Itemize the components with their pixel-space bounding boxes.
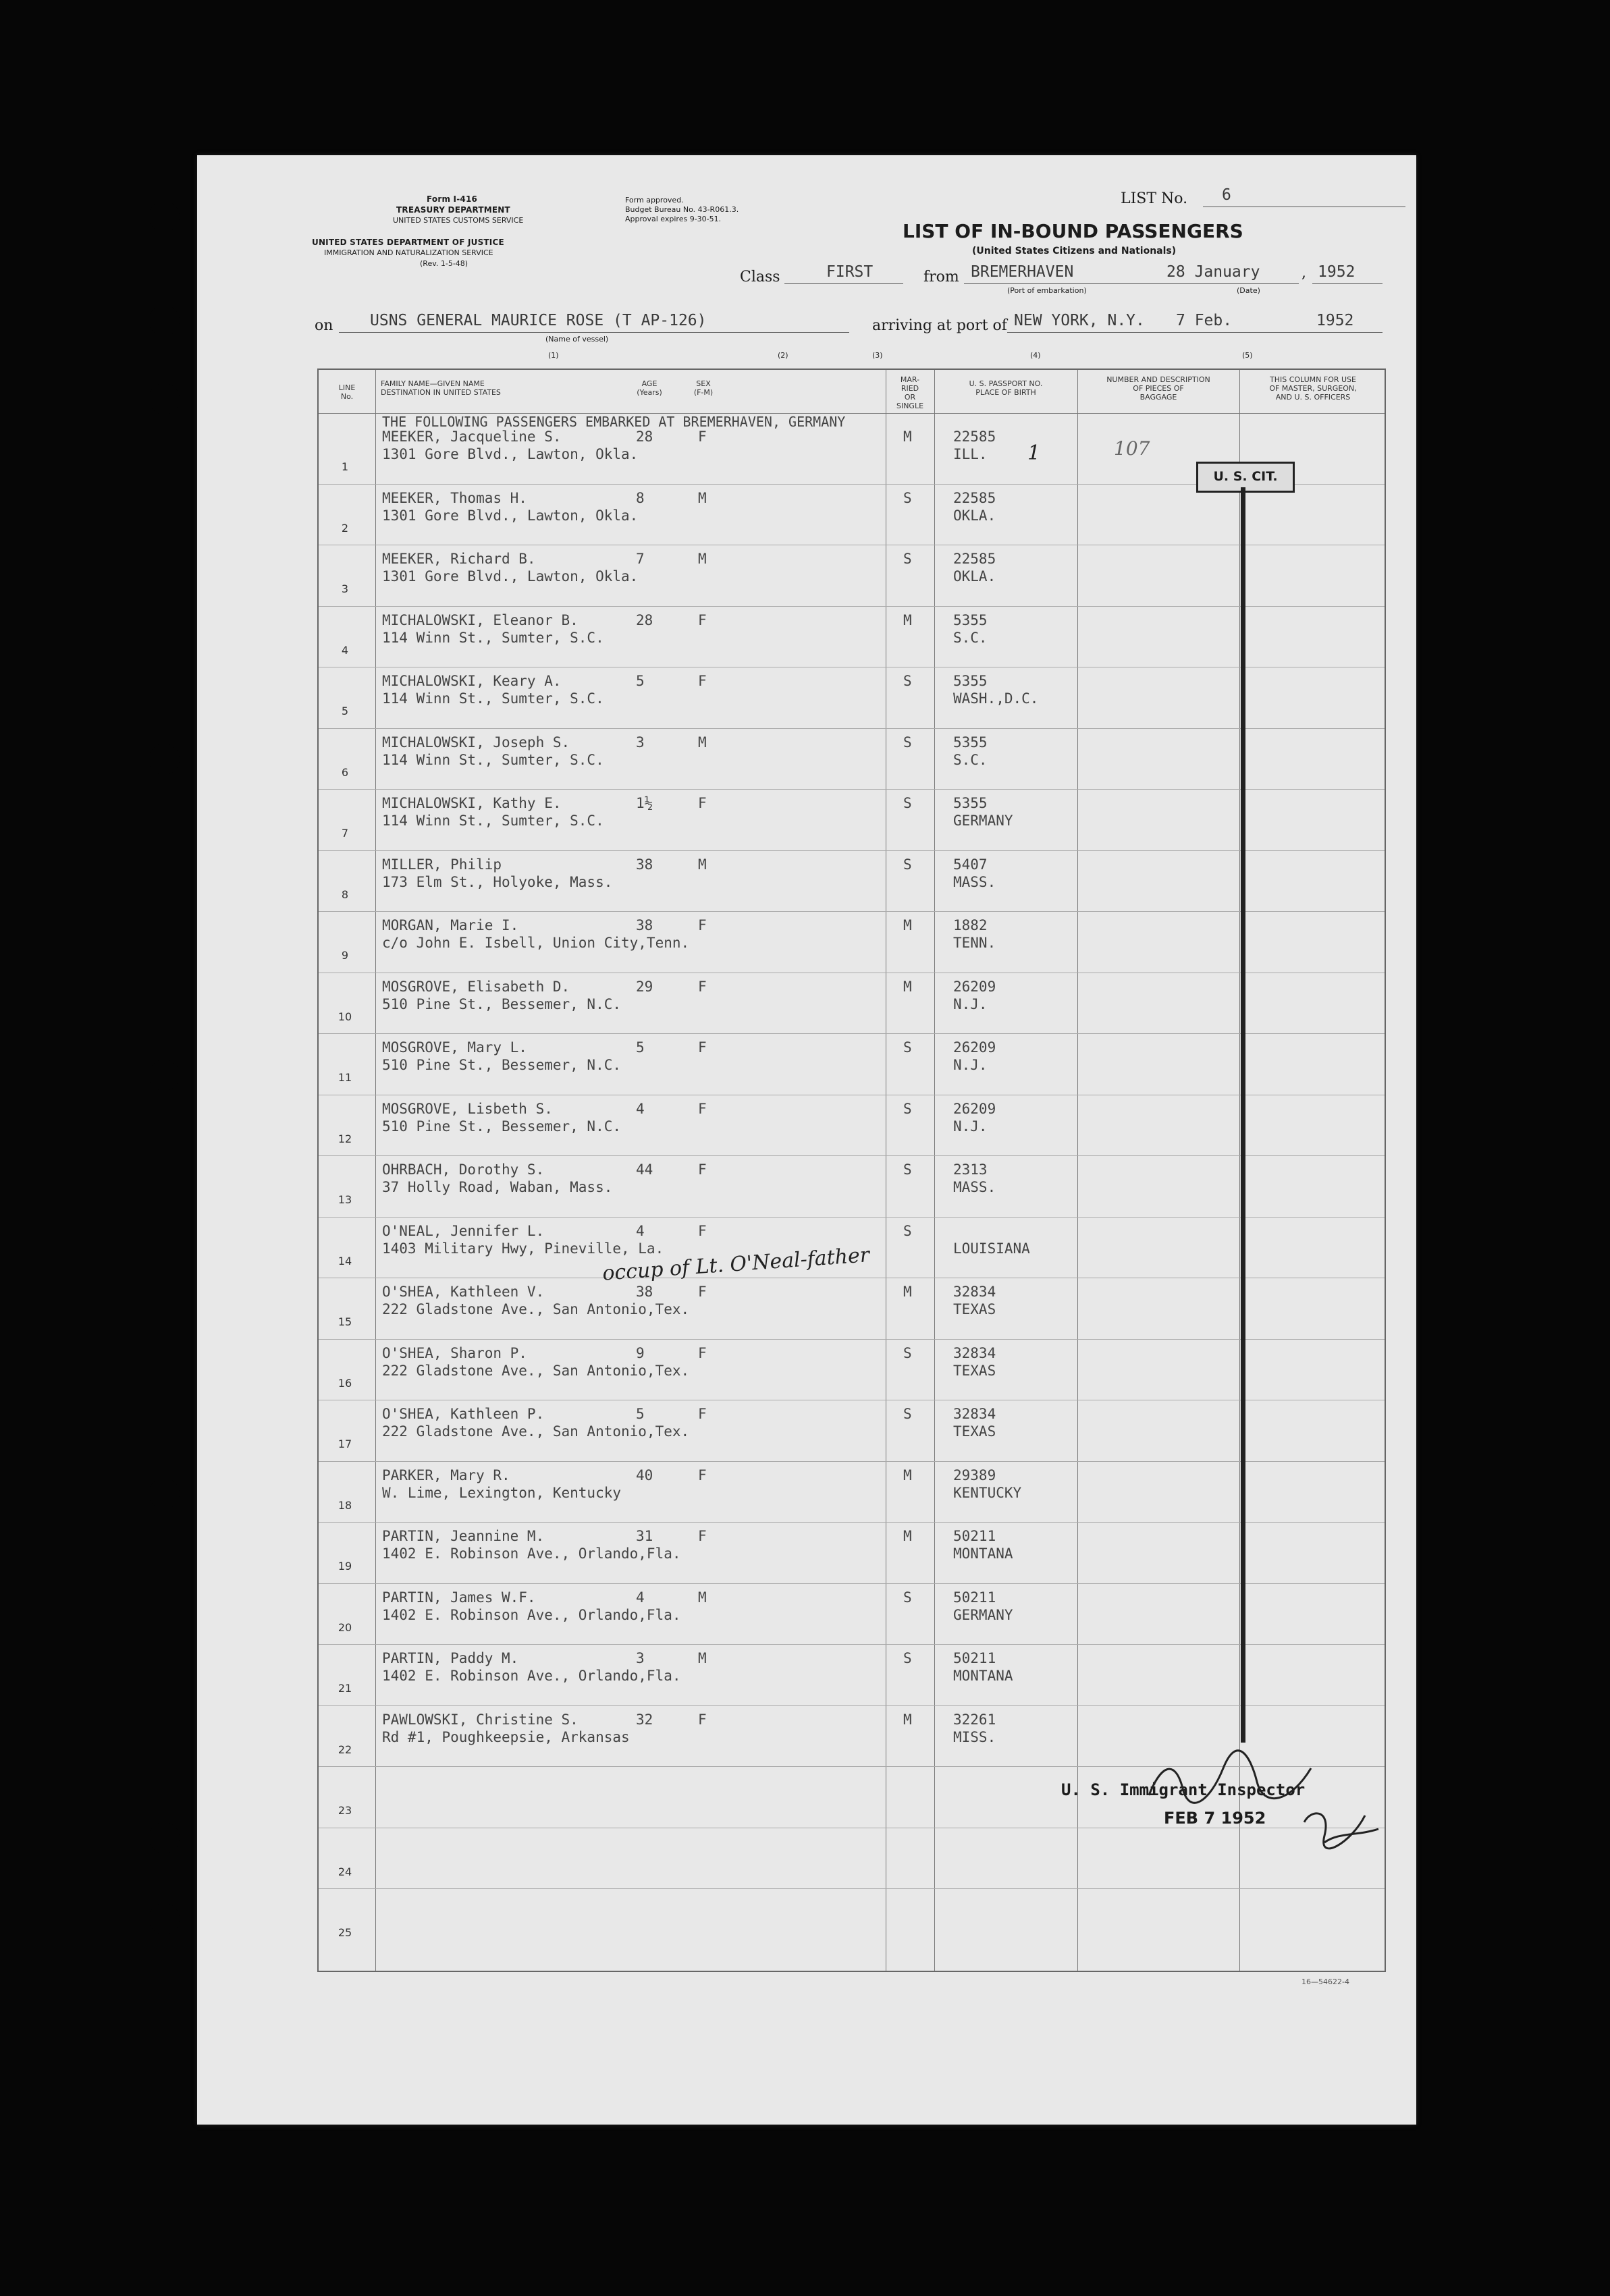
passenger-age: 4: [636, 1100, 645, 1117]
line-number: 10: [338, 1010, 352, 1023]
marital-status: M: [903, 917, 912, 933]
revision: (Rev. 1-5-48): [420, 259, 468, 268]
passenger-name: PARKER, Mary R.: [382, 1467, 510, 1483]
embarkation-note: THE FOLLOWING PASSENGERS EMBARKED AT BREMERHAVEN, GERMANY: [382, 414, 846, 430]
passenger-name: OHRBACH, Dorothy S.: [382, 1161, 545, 1178]
passenger-sex: F: [698, 1528, 707, 1544]
marital-status: S: [903, 1039, 912, 1056]
line-number: 2: [341, 521, 349, 535]
line-number: 6: [341, 765, 349, 779]
line-number: 7: [341, 827, 349, 840]
passport-number: 22585: [953, 429, 996, 445]
arrival-date: 7 Feb.: [1176, 312, 1233, 329]
passport-number: 22585: [953, 489, 996, 506]
passenger-sex: F: [698, 795, 707, 811]
line-number: 8: [341, 887, 349, 901]
binder-hole: [149, 1478, 180, 1509]
header-age: AGE (Years): [637, 379, 662, 397]
passenger-sex: F: [698, 917, 707, 933]
passenger-table: [317, 368, 1386, 1972]
passenger-age: 38: [636, 917, 653, 933]
line-number: 16: [338, 1376, 352, 1390]
line-number: 15: [338, 1315, 352, 1328]
passenger-address: 114 Winn St., Sumter, S.C.: [382, 690, 604, 707]
place-of-birth: N.J.: [953, 995, 988, 1012]
list-number: 6: [1222, 186, 1231, 204]
place-of-birth: MONTANA: [953, 1668, 1013, 1684]
passenger-age: 8: [636, 489, 645, 506]
passenger-name: PARTIN, Jeannine M.: [382, 1528, 545, 1544]
passenger-address: 222 Gladstone Ave., San Antonio,Tex.: [382, 1362, 690, 1379]
row-divider: [319, 1461, 1385, 1462]
header-passport: U. S. PASSPORT NO. PLACE OF BIRTH: [969, 379, 1043, 397]
passenger-sex: F: [698, 1711, 707, 1728]
place-of-birth: TEXAS: [953, 1362, 996, 1379]
place-of-birth: TENN.: [953, 935, 996, 951]
arrival-port: NEW YORK, N.Y.: [1014, 312, 1145, 329]
place-of-birth: MISS.: [953, 1728, 996, 1745]
passenger-sex: F: [698, 673, 707, 689]
row-divider: [319, 1705, 1385, 1706]
treasury-dept: TREASURY DEPARTMENT: [396, 205, 510, 215]
passport-number: 26209: [953, 978, 996, 995]
list-number-field: [1203, 188, 1405, 207]
passenger-name: O'SHEA, Kathleen V.: [382, 1284, 545, 1300]
customs-service: UNITED STATES CUSTOMS SERVICE: [393, 216, 524, 225]
marital-status: S: [903, 1406, 912, 1422]
passenger-age: 38: [636, 856, 653, 873]
vessel-caption: (Name of vessel): [545, 335, 609, 344]
passenger-age: 32: [636, 1711, 653, 1728]
line-number: 3: [341, 582, 349, 595]
passport-number: 5355: [953, 673, 988, 689]
passport-number: 32834: [953, 1344, 996, 1361]
port-caption: (Port of embarkation): [1007, 286, 1087, 295]
passport-number: 2313: [953, 1161, 988, 1178]
place-of-birth: N.J.: [953, 1118, 988, 1135]
passport-number: 50211: [953, 1589, 996, 1606]
passenger-name: MOSGROVE, Elisabeth D.: [382, 978, 570, 995]
vessel-name: USNS GENERAL MAURICE ROSE (T AP-126): [370, 312, 707, 329]
passenger-age: 29: [636, 978, 653, 995]
place-of-birth: GERMANY: [953, 1606, 1013, 1623]
passenger-name: PARTIN, Paddy M.: [382, 1650, 519, 1666]
passenger-address: 510 Pine St., Bessemer, N.C.: [382, 995, 622, 1012]
passenger-age: 5: [636, 1406, 645, 1422]
col-num-2: (2): [778, 351, 788, 360]
row-divider: [319, 911, 1385, 912]
passenger-sex: M: [698, 734, 707, 750]
marital-status: M: [903, 978, 912, 995]
arriving-label: arriving at port of: [872, 317, 1007, 334]
passport-number: 1882: [953, 917, 988, 933]
col-num-5: (5): [1242, 351, 1253, 360]
port-of-embarkation: BREMERHAVEN: [971, 263, 1074, 281]
passenger-age: 7: [636, 551, 645, 567]
passport-number: 26209: [953, 1039, 996, 1056]
line-number: 20: [338, 1620, 352, 1634]
passenger-name: MEEKER, Thomas H.: [382, 489, 527, 506]
col-num-1: (1): [548, 351, 559, 360]
marital-status: S: [903, 1589, 912, 1606]
row-divider: [319, 1644, 1385, 1645]
justice-dept: UNITED STATES DEPARTMENT OF JUSTICE: [312, 238, 504, 247]
passenger-sex: F: [698, 1344, 707, 1361]
passenger-name: MILLER, Philip: [382, 856, 502, 873]
binder-hole: [149, 305, 180, 336]
header-line-no: LINE No.: [338, 383, 356, 401]
passenger-name: MICHALOWSKI, Keary A.: [382, 673, 562, 689]
row-divider: [319, 728, 1385, 729]
inspector-stamp: U. S. Immigrant Inspector: [1061, 1780, 1306, 1799]
page-title: LIST OF IN-BOUND PASSENGERS: [903, 220, 1243, 242]
passenger-sex: F: [698, 1222, 707, 1239]
passenger-address: 37 Holly Road, Waban, Mass.: [382, 1179, 613, 1195]
passport-number: 50211: [953, 1528, 996, 1544]
passport-number: 50211: [953, 1650, 996, 1666]
marital-status: S: [903, 1100, 912, 1117]
passenger-address: W. Lime, Lexington, Kentucky: [382, 1484, 622, 1501]
passenger-age: 5: [636, 1039, 645, 1056]
line-number: 13: [338, 1193, 352, 1206]
passenger-sex: F: [698, 1467, 707, 1483]
line-number: 11: [338, 1071, 352, 1084]
on-label: on: [315, 317, 333, 334]
binder-hole: [149, 1903, 180, 1934]
from-label: from: [923, 269, 959, 285]
approval-expiry: Approval expires 9-30-51.: [625, 215, 722, 223]
departure-date-field: [1166, 263, 1299, 283]
row-divider: [319, 789, 1385, 790]
passenger-age: 3: [636, 1650, 645, 1666]
place-of-birth: OKLA.: [953, 568, 996, 584]
departure-year: 1952: [1318, 263, 1356, 281]
row-divider: [319, 1888, 1385, 1889]
form-approved: Form approved.: [625, 196, 684, 204]
line-number: 12: [338, 1132, 352, 1145]
passenger-age: 4: [636, 1222, 645, 1239]
passenger-sex: F: [698, 978, 707, 995]
passenger-sex: M: [698, 489, 707, 506]
passport-number: 32261: [953, 1711, 996, 1728]
inspector-signature: [1135, 1741, 1392, 1856]
place-of-birth: MASS.: [953, 1179, 996, 1195]
passport-number: 5355: [953, 795, 988, 811]
passport-number: 5355: [953, 734, 988, 750]
passport-number: 5355: [953, 611, 988, 628]
place-of-birth: LOUISIANA: [953, 1240, 1030, 1257]
row-divider: [319, 1339, 1385, 1340]
passenger-sex: F: [698, 1406, 707, 1422]
passenger-name: O'NEAL, Jennifer L.: [382, 1222, 545, 1239]
inspector-date: FEB 7 1952: [1164, 1809, 1266, 1828]
handwritten-annotation: occup of Lt. O'Neal-father: [601, 1243, 871, 1286]
place-of-birth: WASH.,D.C.: [953, 690, 1039, 707]
citizen-bracket-line: [1241, 487, 1245, 1743]
list-label: LIST No.: [1121, 190, 1188, 207]
header-name: FAMILY NAME—GIVEN NAME DESTINATION IN UNITED STATES: [381, 379, 501, 397]
place-of-birth: TEXAS: [953, 1301, 996, 1317]
vessel-field: [339, 312, 849, 333]
passenger-sex: M: [698, 1650, 707, 1666]
baggage-count: 107: [1114, 437, 1150, 460]
row-divider: [319, 1033, 1385, 1034]
passenger-age: 31: [636, 1528, 653, 1544]
line-number: 4: [341, 643, 349, 657]
line-number: 17: [338, 1438, 352, 1450]
passenger-age: 9: [636, 1344, 645, 1361]
arrival-year: 1952: [1316, 312, 1354, 329]
marital-status: M: [903, 1284, 912, 1300]
place-of-birth: N.J.: [953, 1057, 988, 1073]
col-num-4: (4): [1030, 351, 1041, 360]
passenger-name: MOSGROVE, Mary L.: [382, 1039, 527, 1056]
line-number: 19: [338, 1560, 352, 1573]
departure-date: 28 January: [1166, 263, 1260, 281]
marital-status: S: [903, 856, 912, 873]
header-sex: SEX (F-M): [693, 379, 714, 397]
passenger-sex: M: [698, 1589, 707, 1606]
passenger-address: 1301 Gore Blvd., Lawton, Okla.: [382, 507, 639, 524]
row-divider: [319, 1217, 1385, 1218]
line-number: 18: [338, 1498, 352, 1512]
passenger-address: 1402 E. Robinson Ave., Orlando,Fla.: [382, 1546, 681, 1562]
class-value: FIRST: [826, 263, 874, 281]
place-of-birth: S.C.: [953, 629, 988, 646]
row-divider: [319, 606, 1385, 607]
line-number: 14: [338, 1254, 352, 1267]
binder-hole: [149, 201, 180, 232]
passenger-age: 28: [636, 429, 653, 445]
departure-year-field: [1312, 263, 1383, 284]
passenger-age: 38: [636, 1284, 653, 1300]
place-of-birth: MONTANA: [953, 1546, 1013, 1562]
passenger-age: 5: [636, 673, 645, 689]
passenger-address: Rd #1, Poughkeepsie, Arkansas: [382, 1728, 630, 1745]
passenger-address: 1301 Gore Blvd., Lawton, Okla.: [382, 568, 639, 584]
row-divider: [319, 1522, 1385, 1523]
passenger-name: O'SHEA, Sharon P.: [382, 1344, 527, 1361]
binder-hole: [149, 1060, 180, 1091]
marital-status: M: [903, 1467, 912, 1483]
line-number: 24: [338, 1865, 352, 1878]
passenger-name: MICHALOWSKI, Kathy E.: [382, 795, 562, 811]
place-of-birth: KENTUCKY: [953, 1484, 1022, 1501]
page-subtitle: (United States Citizens and Nationals): [972, 246, 1177, 256]
header-married: MAR- RIED OR SINGLE: [896, 375, 924, 410]
place-of-birth: GERMANY: [953, 813, 1013, 829]
row-divider: [319, 850, 1385, 851]
marital-status: S: [903, 734, 912, 750]
line-number: 9: [341, 949, 349, 962]
marital-status: S: [903, 1222, 912, 1239]
passenger-age: 40: [636, 1467, 653, 1483]
passenger-name: PAWLOWSKI, Christine S.: [382, 1711, 579, 1728]
form-number: Form I-416: [427, 194, 478, 204]
marital-status: S: [903, 551, 912, 567]
passenger-name: MICHALOWSKI, Eleanor B.: [382, 611, 579, 628]
line-number: 5: [341, 705, 349, 717]
passenger-name: O'SHEA, Kathleen P.: [382, 1406, 545, 1422]
place-of-birth: OKLA.: [953, 507, 996, 524]
line-number: 22: [338, 1743, 352, 1756]
passenger-name: MEEKER, Jacqueline S.: [382, 429, 562, 445]
passenger-address: 1301 Gore Blvd., Lawton, Okla.: [382, 446, 639, 462]
passenger-address: 222 Gladstone Ave., San Antonio,Tex.: [382, 1423, 690, 1440]
us-citizen-stamp: U. S. CIT.: [1196, 462, 1295, 493]
passport-number: 22585: [953, 551, 996, 567]
place-of-birth: S.C.: [953, 751, 988, 768]
passenger-age: 1½: [636, 795, 653, 811]
line-number: 25: [338, 1926, 352, 1939]
col-num-3: (3): [872, 351, 883, 360]
passenger-name: MOSGROVE, Lisbeth S.: [382, 1100, 553, 1117]
line-number: 1: [341, 460, 349, 473]
passenger-sex: F: [698, 429, 707, 445]
passport-number: 29389: [953, 1467, 996, 1483]
passenger-address: 510 Pine St., Bessemer, N.C.: [382, 1057, 622, 1073]
passenger-address: 114 Winn St., Sumter, S.C.: [382, 629, 604, 646]
passenger-age: 44: [636, 1161, 653, 1178]
passenger-address: 114 Winn St., Sumter, S.C.: [382, 751, 604, 768]
row-divider: [319, 1155, 1385, 1156]
passenger-address: 222 Gladstone Ave., San Antonio,Tex.: [382, 1301, 690, 1317]
place-of-birth: MASS.: [953, 873, 996, 890]
passenger-sex: F: [698, 1284, 707, 1300]
passenger-name: PARTIN, James W.F.: [382, 1589, 536, 1606]
footer-code: 16—54622-4: [1302, 1977, 1349, 1986]
date-caption: (Date): [1237, 286, 1260, 295]
ins-service: IMMIGRATION AND NATURALIZATION SERVICE: [324, 248, 493, 257]
arrival-field: [1007, 312, 1383, 333]
marital-status: S: [903, 489, 912, 506]
line-number: 21: [338, 1682, 352, 1695]
marital-status: S: [903, 673, 912, 689]
class-label: Class: [740, 269, 780, 285]
passport-number: 5407: [953, 856, 988, 873]
passenger-address: 173 Elm St., Holyoke, Mass.: [382, 873, 613, 890]
marital-status: M: [903, 611, 912, 628]
marital-status: S: [903, 1161, 912, 1178]
passenger-sex: M: [698, 551, 707, 567]
baggage-mark: 1: [1027, 441, 1041, 465]
passenger-age: 28: [636, 611, 653, 628]
row-divider: [319, 1583, 1385, 1584]
header-officers: THIS COLUMN FOR USE OF MASTER, SURGEON, AND U. S. OFFICERS: [1269, 375, 1357, 402]
binder-hole: [149, 383, 180, 414]
passenger-age: 3: [636, 734, 645, 750]
passenger-address: 114 Winn St., Sumter, S.C.: [382, 813, 604, 829]
place-of-birth: TEXAS: [953, 1423, 996, 1440]
marital-status: S: [903, 795, 912, 811]
passenger-name: MORGAN, Marie I.: [382, 917, 519, 933]
passenger-address: 1402 E. Robinson Ave., Orlando,Fla.: [382, 1668, 681, 1684]
passenger-name: MICHALOWSKI, Joseph S.: [382, 734, 570, 750]
marital-status: S: [903, 1650, 912, 1666]
marital-status: M: [903, 1528, 912, 1544]
passenger-sex: M: [698, 856, 707, 873]
marital-status: M: [903, 1711, 912, 1728]
passport-number: 26209: [953, 1100, 996, 1117]
document-page: Form I-416 TREASURY DEPARTMENT UNITED STATES CUSTOMS SERVICE UNITED STATES DEPARTMENT OF JUSTICE IMMIGRATION AND NATURALIZATION SERVICE (Rev. 1-5-48) Form approved. Budget Bureau No. 43-R061.3. Approval expires 9-30-51. LIST No. 6 LIST OF IN-BOUND PASSENGERS (United States Citizens and Nationals) Class FIRST from BREMERHAVEN (Port of embarkation) 28 January , 1952 (Date) on USNS GENERAL MAURICE ROSE (T AP-126) (Name of vessel) arriving at port of NEW YORK, N.Y. 7 Feb. 1952 (1) (2) (3) (4) (5) LINE No. FAMILY NAME—GIVEN NAME DESTINATION IN UNITED STATES AGE (Years) SEX (F-M) MAR- RIED OR SINGLE U. S. PASSPORT NO. PLACE OF BIRTH NUMBER AND DESCRIPTION OF PIECES OF BAGGAGE THIS COLUMN FOR USE OF MASTER, SURGEON, AND U. S. OFFICERS THE FOLLOWING PASSENGERS EMBARKED AT BREMERHAVEN, GERMANY 1 MEEKER, Jacqueline S. 1301 Gore Blvd., Lawton, Okla. 28 F M 22585 ILL. 2 MEEKER, Thomas H. 1301 Gore Blvd., Lawton, Okla. 8 M S 22585 OKLA. 3 MEEKER, Richard B. 1301 Gore Blvd., Lawton, Okla. 7 M S 22585 OKLA. 4 MICHALOWSKI, Eleanor B. 114 Winn St., Sumter, S.C. 28 F M 5355 S.C. 5 MICHALOWSKI, Keary A. 114 Winn St., Sumter, S.C. 5 F S 5355 WASH.,D.C. 6 MICHALOWSKI, Joseph S. 114 Winn St., Sumter, S.C. 3 M S 5355 S.C. 7 MICHALOWSKI, Kathy E. 114 Winn St., Sumter, S.C. 1½ F S 5355 GERMANY 8 MILLER, Philip 173 Elm St., Holyoke, Mass. 38 M S 5407 MASS. 9 MORGAN, Marie I. c/o John E. Isbell, Union City,Tenn. 38 F M 1882 TENN. 10 MOSGROVE, Elisabeth D. 510 Pine St., Bessemer, N.C. 29 F M 26209 N.J. 11 MOSGROVE, Mary L. 510 Pine St., Bessemer, N.C. 5 F S 26209 N.J. 12 MOSGROVE, Lisbeth S. 510 Pine St., Bessemer, N.C. 4 F S 26209 N.J. 13 OHRBACH, Dorothy S. 37 Holly Road, Waban, Mass. 44 F S 2313 MASS. 14 O'NEAL, Jennifer L. 1403 Military Hwy, Pineville, La. 4 F S LOUISIANA 15 O'SHEA, Kathleen V. 222 Gladstone Ave., San Antonio,Tex. 38 F M 32834 TEXAS 16 O'SHEA, Sharon P. 222 Gladstone Ave., San Antonio,Tex. 9 F S 32834 TEXAS 17 O'SHEA, Kathleen P. 222 Gladstone Ave., San Antonio,Tex. 5 F S 32834 TEXAS 18 PARKER, Mary R. W. Lime, Lexington, Kentucky 40 F M 29389 KENTUCKY 19 PARTIN, Jeannine M. 1402 E. Robinson Ave., Orlando,Fla. 31 F M 50211 MONTANA 20 PARTIN, James W.F. 1402 E. Robinson Ave., Orlando,Fla. 4 M S 50211 GERMANY 21 PARTIN, Paddy M. 1402 E. Robinson Ave., Orlando,Fla. 3 M S 50211 MONTANA 22 PAWLOWSKI, Christine S. Rd #1, Poughkeepsie, Arkansas 32 F M 32261 MISS. 23 24 25 1 107 U. S. CIT. occup of Lt. O'Neal-father U. S. Immigrant Inspector FEB 7 1952 16—54622-4: [197, 155, 1416, 2125]
passenger-address: 1402 E. Robinson Ave., Orlando,Fla.: [382, 1606, 681, 1623]
header-baggage: NUMBER AND DESCRIPTION OF PIECES OF BAGGAGE: [1106, 375, 1210, 402]
passenger-sex: F: [698, 1039, 707, 1056]
passenger-name: MEEKER, Richard B.: [382, 551, 536, 567]
class-field: [784, 263, 903, 284]
passenger-sex: F: [698, 1161, 707, 1178]
passenger-address: c/o John E. Isbell, Union City,Tenn.: [382, 935, 690, 951]
line-number: 23: [338, 1804, 352, 1817]
binder-hole: [149, 744, 180, 775]
binder-hole: [149, 1822, 180, 1853]
marital-status: M: [903, 429, 912, 445]
place-of-birth: ILL.: [953, 446, 988, 462]
passport-number: 32834: [953, 1284, 996, 1300]
passenger-age: 4: [636, 1589, 645, 1606]
passenger-sex: F: [698, 1100, 707, 1117]
marital-status: S: [903, 1344, 912, 1361]
passport-number: 32834: [953, 1406, 996, 1422]
passenger-address: 1403 Military Hwy, Pineville, La.: [382, 1240, 664, 1257]
passenger-address: 510 Pine St., Bessemer, N.C.: [382, 1118, 622, 1135]
budget-bureau: Budget Bureau No. 43-R061.3.: [625, 205, 739, 214]
passenger-sex: F: [698, 611, 707, 628]
